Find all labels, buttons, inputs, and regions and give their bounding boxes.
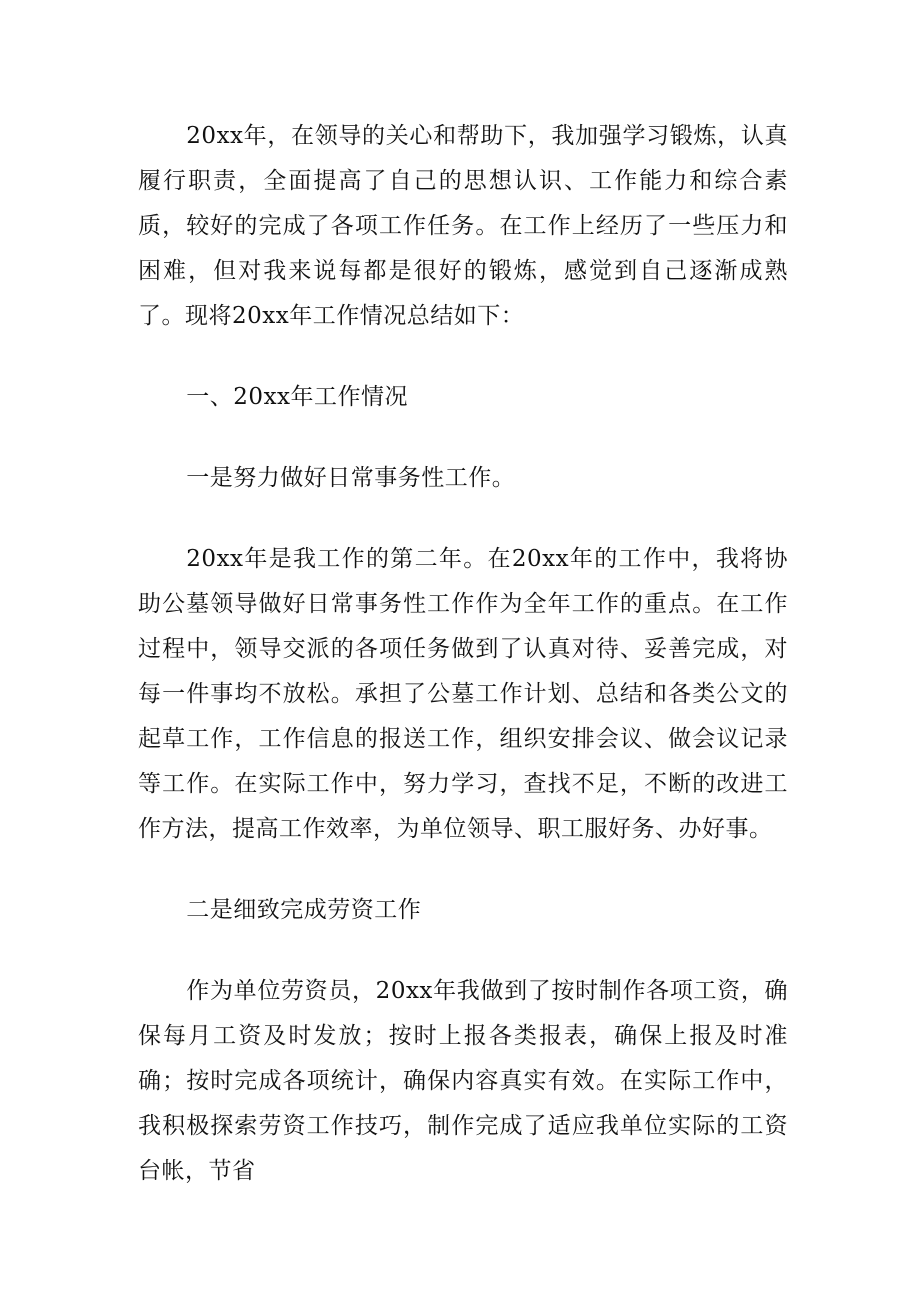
intro-paragraph: 20xx年，在领导的关心和帮助下，我加强学习锻炼，认真履行职责，全面提高了自己的思想认识、工作能力和综合素质，较好的完成了各项工作任务。在工作上经历了一些压力和困难，但对我来说每都是很好的锻炼，感觉到自己逐渐成熟了。现将20xx年工作情况总结如下： [138,123,788,329]
subsection-heading-2: 二是细致完成劳资工作 [186,897,422,923]
body-paragraph-2: 作为单位劳资员，20xx年我做到了按时制作各项工资，确保每月工资及时发放；按时上报各类报表，确保上报及时准确；按时完成各项统计，确保内容真实有效。在实际工作中，我积极探索劳资工作技巧，制作完成了适应我单位实际的工资台帐，节省 [138,978,788,1184]
body-paragraph-1: 20xx年是我工作的第二年。在20xx年的工作中，我将协助公墓领导做好日常事务性工作作为全年工作的重点。在工作过程中，领导交派的各项任务做到了认真对待、妥善完成，对每一件事均不放松。承担了公墓工作计划、总结和各类公文的起草工作，工作信息的报送工作，组织安排会议、做会议记录等工作。在实际工作中，努力学习，查找不足，不断的改进工作方法，提高工作效率，为单位领导、职工服好务、办好事。 [138,546,788,842]
section-heading: 一、20xx年工作情况 [186,384,409,410]
subsection-heading-1: 一是努力做好日常事务性工作。 [186,465,516,491]
document-body [138,114,788,1194]
